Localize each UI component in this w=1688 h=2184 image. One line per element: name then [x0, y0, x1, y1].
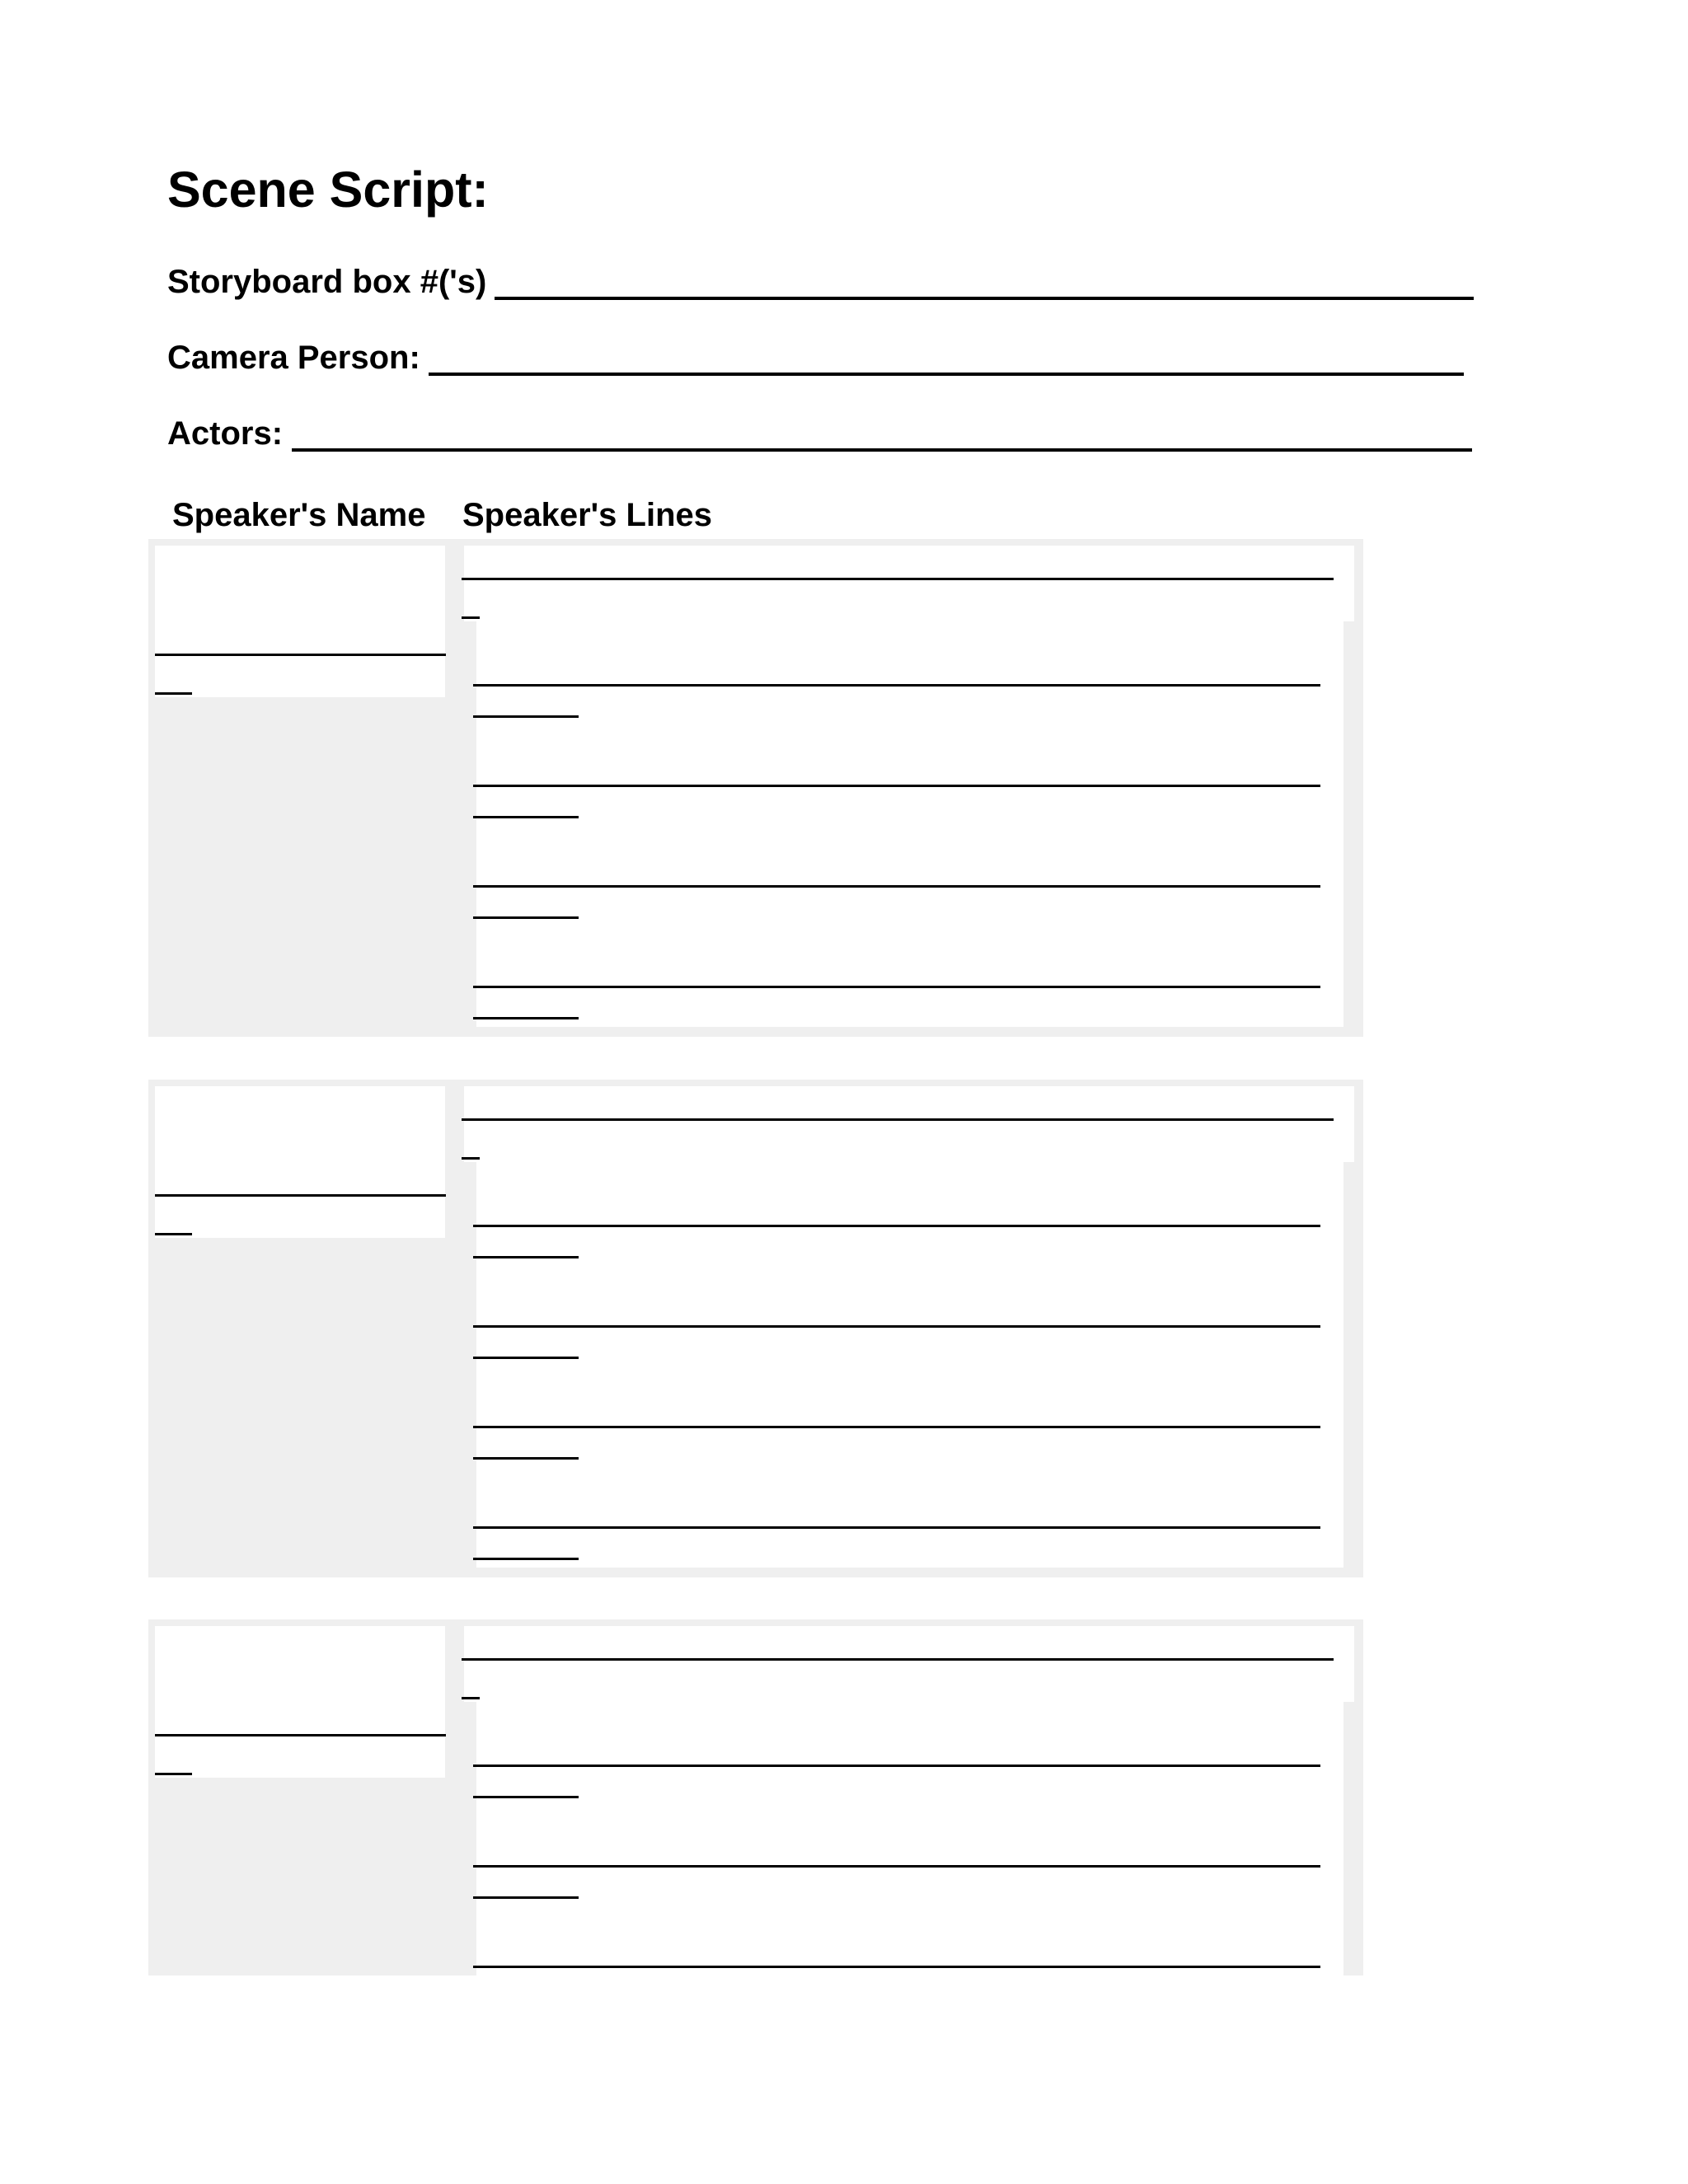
speaker-line [462, 1658, 1334, 1661]
speaker-line [462, 1118, 1334, 1121]
speaker-name-line-tail [155, 1773, 192, 1775]
speaker-name-header: Speaker's Name [172, 497, 426, 533]
speaker-line-tail [462, 1157, 480, 1160]
speaker-line [473, 1325, 1320, 1328]
page-title: Scene Script: [167, 162, 489, 218]
speaker-line-tail [473, 1558, 579, 1560]
speaker-name-line-tail [155, 692, 192, 695]
storyboard-box-label: Storyboard box #('s) [167, 264, 487, 300]
speaker-lines-cell-top[interactable] [464, 546, 1354, 621]
speaker-line [473, 1865, 1320, 1868]
speaker-lines-cell-top[interactable] [464, 1086, 1354, 1162]
script-block-3 [148, 1619, 1363, 1975]
speaker-line-tail [473, 1256, 579, 1258]
speaker-line [473, 1526, 1320, 1529]
speaker-name-cell[interactable] [155, 1626, 445, 1778]
storyboard-box-input-line[interactable] [495, 297, 1474, 300]
speaker-line-tail [462, 1697, 480, 1699]
speaker-line [473, 885, 1320, 888]
speaker-line [473, 684, 1320, 687]
speaker-line [473, 1426, 1320, 1428]
actors-label: Actors: [167, 415, 284, 452]
speaker-lines-header: Speaker's Lines [462, 497, 713, 533]
speaker-name-line-tail [155, 1233, 192, 1235]
speaker-line [473, 1765, 1320, 1767]
camera-person-input-line[interactable] [429, 373, 1464, 376]
speaker-line-tail [473, 1896, 579, 1899]
speaker-name-cell[interactable] [155, 1086, 445, 1238]
speaker-line-tail [473, 1357, 579, 1359]
speaker-lines-cell[interactable] [476, 1155, 1343, 1568]
speaker-name-line [155, 1734, 446, 1736]
speaker-line-tail [473, 1017, 579, 1019]
speaker-line [473, 1225, 1320, 1227]
script-block-1 [148, 539, 1363, 1037]
script-block-2 [148, 1080, 1363, 1577]
speaker-lines-cell[interactable] [476, 1695, 1343, 1975]
speaker-line [473, 785, 1320, 787]
speaker-line-tail [473, 715, 579, 718]
actors-input-line[interactable] [292, 448, 1472, 452]
speaker-lines-cell[interactable] [476, 615, 1343, 1027]
speaker-line-tail [473, 816, 579, 818]
speaker-name-line [155, 654, 446, 656]
speaker-lines-cell-top[interactable] [464, 1626, 1354, 1702]
speaker-line [473, 1966, 1320, 1968]
speaker-line [462, 578, 1334, 580]
speaker-line-tail [473, 916, 579, 919]
speaker-name-cell[interactable] [155, 546, 445, 697]
speaker-line-tail [462, 616, 480, 619]
camera-person-label: Camera Person: [167, 340, 420, 376]
speaker-line-tail [473, 1796, 579, 1798]
speaker-line-tail [473, 1457, 579, 1460]
speaker-line [473, 986, 1320, 988]
speaker-name-line [155, 1194, 446, 1197]
